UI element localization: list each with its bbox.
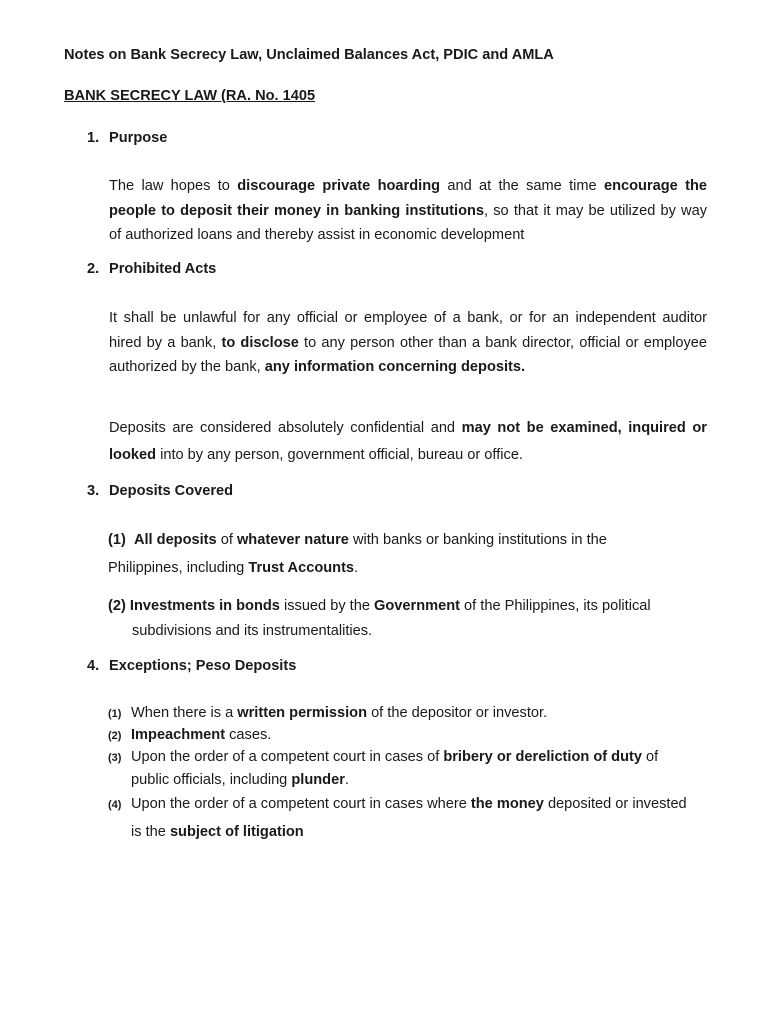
section-heading-text: Deposits Covered: [109, 483, 234, 499]
document-title: Notes on Bank Secrecy Law, Unclaimed Balances Act, PDIC and AMLA: [64, 47, 554, 63]
confidentiality-paragraph: [109, 415, 707, 469]
section-number: 1.: [87, 130, 100, 146]
section-heading-prohibited-acts: [87, 261, 216, 277]
section-number: 2.: [87, 261, 100, 277]
section-number: 3.: [87, 483, 100, 499]
section-title-bank-secrecy-law: BANK SECRECY LAW (RA. No. 1405: [64, 88, 316, 104]
section-heading-text: Exceptions; Peso Deposits: [109, 658, 297, 674]
section-heading-text: Purpose: [109, 130, 168, 146]
exception-item-3: [108, 746, 658, 791]
text-line: subdivisions and its instrumentalities.: [132, 623, 373, 639]
prohibited-acts-paragraph: [109, 306, 707, 380]
text-line: people to deposit their money in banking institutions, so that it may be utilized by way: [109, 202, 708, 219]
list-number: (2): [108, 730, 122, 742]
section-number: 4.: [87, 658, 100, 674]
purpose-paragraph: [109, 174, 707, 248]
text-line: hired by a bank, to disclose to any person other than a bank director, official or employee: [109, 334, 707, 351]
text-line: The law hopes to discourage private hoarding and at the same time encourage the: [109, 178, 708, 194]
list-number: (1): [108, 708, 122, 720]
text-line: of authorized loans and thereby assist in economic development: [109, 227, 525, 243]
text-line: Philippines, including Trust Accounts.: [108, 560, 359, 576]
text-line: (4) Upon the order of a competent court in cases where the money deposited or invested: [108, 791, 687, 819]
list-number: (3): [108, 752, 122, 764]
section-heading-deposits-covered: [87, 483, 233, 499]
deposits-covered-item-2: [108, 594, 651, 644]
text-line: It shall be unlawful for any official or employee of a bank, or for an independent auditor: [109, 310, 707, 326]
text-line: Deposits are considered absolutely confidential and may not be examined, inquired or: [109, 420, 707, 436]
text-line: (1) All deposits of whatever nature with banks or banking institutions in the: [108, 532, 607, 548]
text-line: public officials, including plunder.: [131, 772, 349, 788]
text-line: (2) Investments in bonds issued by the Government of the Philippines, its political: [108, 598, 651, 614]
text-line: authorized by the bank, any information concerning deposits.: [109, 359, 526, 375]
section-heading-purpose: [87, 130, 167, 146]
exception-item-1: (1) When there is a written permission of the depositor or investor.: [108, 702, 547, 725]
text-line: is the subject of litigation: [131, 824, 304, 840]
section-heading-text: Prohibited Acts: [109, 261, 217, 277]
text-line: looked into by any person, government official, bureau or office.: [109, 447, 523, 463]
exception-item-4: [108, 791, 687, 846]
list-number: (4): [108, 799, 122, 811]
text-line: (3) Upon the order of a competent court in cases of bribery or dereliction of duty of: [108, 746, 658, 769]
deposits-covered-item-1: [108, 526, 607, 582]
section-heading-exceptions: [87, 658, 296, 674]
exception-item-2: (2) Impeachment cases.: [108, 724, 271, 747]
